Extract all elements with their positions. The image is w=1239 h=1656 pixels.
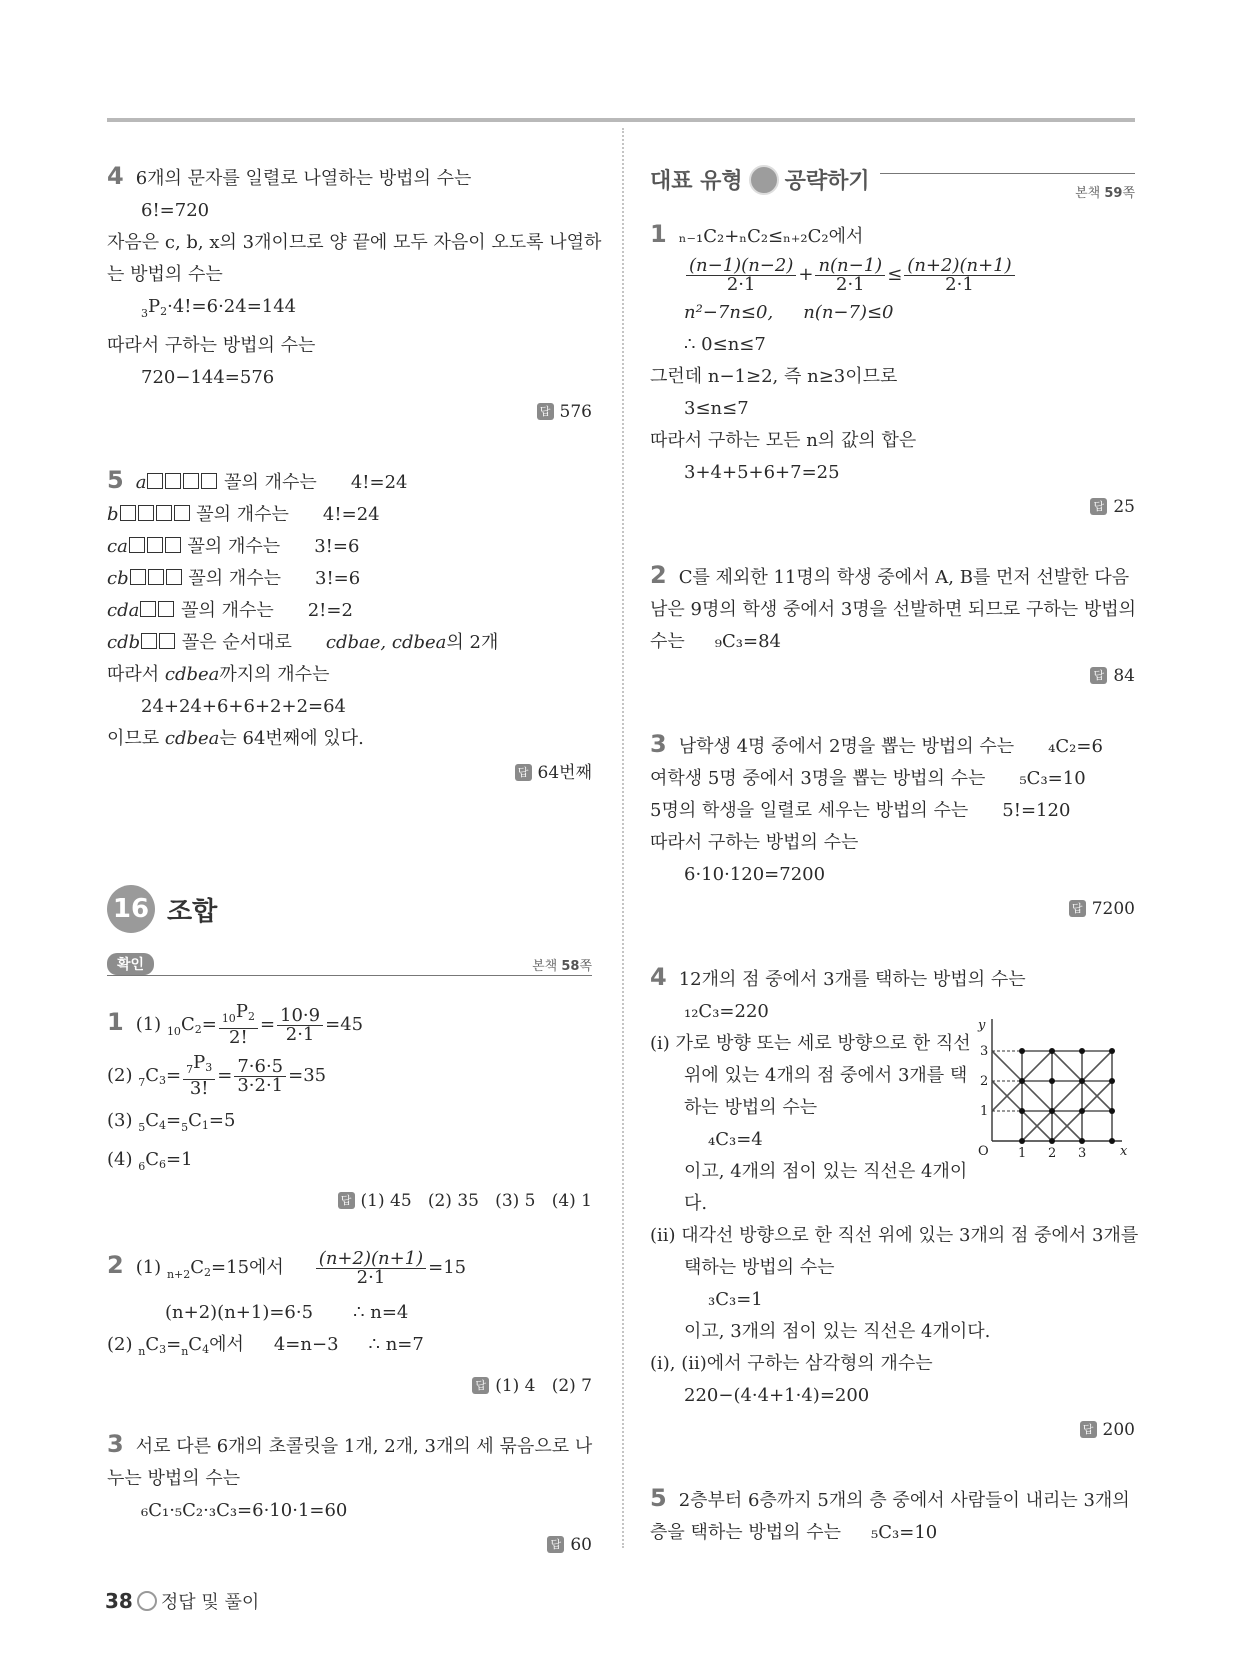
- subsection-bar: [107, 953, 592, 976]
- text-line: 자음은 c, b, x의 3개이므로 양 끝에 모두 자음이 오도록 나열하: [107, 232, 602, 253]
- section-number: 16: [107, 885, 155, 933]
- subsection-pill: 확인: [107, 953, 154, 975]
- answer-badge: 답: [1090, 498, 1107, 515]
- answer-badge: 답: [472, 1377, 489, 1394]
- answer: 답 7200: [650, 895, 1135, 923]
- page-number: 38: [105, 1589, 133, 1613]
- logo-icon: [137, 1591, 157, 1611]
- problem-4: 4 12개의 점 중에서 3개를 택하는 방법의 수는 ₁₂C₃=220 (ⅰ) 가로 방향 또는 세로 방향으로 한 직선 위에 있는 4개의 점 중에서 3개를 택 하는 방법의 수는 ₄C₃=4 이고, 4개의 점이 있는 직선은 4개이 다. (ⅱ) 대각선 방향으로 한 직선 위에 있는 3개의 점 중에서 3개를 택하는 방법의 수는 ₃C₃=1 이고, 3개의 점이 있는 직선은 4개이다. (ⅰ), (ⅱ)에서 구하는 삼각형의 개수는 220−(4·4+1·4)=200 답 200 y x O 1 2 3 1 2 3: [650, 961, 1135, 1444]
- problem-4: [107, 160, 602, 426]
- problem-number: 4: [650, 963, 667, 991]
- problem-2: 2 C를 제외한 11명의 학생 중에서 A, B를 먼저 선발한 다음 남은 9명의 학생 중에서 3명을 선발하면 되므로 구하는 방법의 수는 ₉C₃=84 답 84: [650, 559, 1135, 690]
- x-tick: 1: [1018, 1146, 1027, 1161]
- answer-badge: 답: [1090, 667, 1107, 684]
- answer: 답 (1) 45 (2) 35 (3) 5 (4) 1: [107, 1187, 592, 1215]
- answer: 답 25: [650, 493, 1135, 521]
- equation: $\frac{(n-1)(n-2)}{2\cdot 1}$ + $\frac{n(n-1)}{2\cdot 1}$ ≤ $\frac{(n+2)(n+1)}{2\cdot 1}$: [650, 253, 1135, 297]
- equation: 720−144=576: [141, 367, 275, 388]
- page-reference: 본책 58쪽: [532, 959, 592, 974]
- y-tick: 1: [980, 1104, 989, 1119]
- problem-number: 5: [650, 1484, 667, 1512]
- answer-badge: 답: [338, 1192, 355, 1209]
- problem-3: 3 남학생 4명 중에서 2명을 뽑는 방법의 수는 ₄C₂=6 여학생 5명 중에서 3명을 뽑는 방법의 수는 ₅C₃=10 5명의 학생을 일렬로 세우는 방법의 수는 5!=120 따라서 구하는 방법의 수는 6·10·120=7200 답 7200: [650, 728, 1135, 923]
- problem-number: 2: [107, 1251, 124, 1279]
- answer-badge: 답: [515, 764, 532, 781]
- page-footer: [105, 1588, 259, 1614]
- answer-badge: 답: [1069, 900, 1086, 917]
- left-column: [107, 160, 602, 1559]
- problem-number: 4: [107, 162, 124, 190]
- problem-number: 1: [107, 1008, 124, 1036]
- y-axis-label: y: [978, 1018, 986, 1033]
- page-reference: 본책 59쪽: [1075, 186, 1135, 201]
- right-column: [650, 160, 1139, 1549]
- question-3: 3 서로 다른 6개의 초콜릿을 1개, 2개, 3개의 세 묶음으로 나 누는 방법의 수는 ₆C₁·₅C₂·₃C₃=6·10·1=60 답 60: [107, 1428, 592, 1559]
- y-tick: 3: [980, 1044, 989, 1059]
- question-1: 1 (1) $_{10}C_2=$ $\frac{_{10}P_2}{2!}$ = $\frac{10\cdot 9}{2\cdot 1}$ =45 (2) $_7C_3=$ $\frac{_7P_3}{3!}$ = $\frac{7\cdot 6\cdot 5}{3\cdot 2\cdot 1}$ =35 (3) $_5C_4=_5C_1=5$ (4) $_6C_6=1$ 답 (1) 45 (2) 35 (3) 5 (4) 1: [107, 1000, 592, 1215]
- answer: 답 200: [650, 1416, 1135, 1444]
- answer: 답 84: [650, 662, 1135, 690]
- answer-badge: 답: [1080, 1421, 1097, 1438]
- x-tick: 3: [1078, 1146, 1087, 1161]
- problem-number: 3: [650, 730, 667, 758]
- equation: 6!=720: [141, 200, 210, 221]
- answer: 답 64번째: [107, 759, 592, 787]
- section-title: 조합: [167, 896, 218, 927]
- column-divider: [622, 128, 624, 1548]
- lightbulb-icon: [749, 165, 779, 195]
- y-tick: 2: [980, 1074, 989, 1089]
- problem-5: 5 2층부터 6층까지 5개의 층 중에서 사람들이 내리는 3개의 층을 택하는 방법의 수는 ₅C₃=10: [650, 1484, 1130, 1543]
- header-title: 대표 유형: [650, 169, 743, 194]
- equation: $_3P_2\cdot 4!=6\cdot 24=144$: [141, 296, 297, 320]
- question-2: 2 (1) $_{n+2}C_2=15$에서 $\frac{(n+2)(n+1)}{2\cdot 1}$ =15 (n+2)(n+1)=6·5 ∴ n=4 (2) $_nC_3=_nC_4$에서 4=n−3 ∴ n=7 답 (1) 4 (2) 7: [107, 1243, 592, 1400]
- text-line: 6개의 문자를 일렬로 나열하는 방법의 수는: [135, 168, 472, 189]
- section-header: 대표 유형 공략하기 본책 59쪽: [650, 160, 1135, 200]
- answer: 답 576: [107, 398, 592, 426]
- problem-5: 5 a 꼴의 개수는 4!=24 b 꼴의 개수는 4!=24 ca 꼴의 개수는 3!=6 cb 꼴의 개수는 3!=6 cda 꼴의 개수는 2!=2 cdb 꼴은 순서대로 cdbae, cdbea의 2개 따라서 cdbea까지의 개수는 24+24+6+6+2+2=64 이므로 cdbea는 64번째에 있다. 답 64번째: [107, 464, 592, 787]
- origin-label: O: [978, 1144, 989, 1159]
- answer: 답 (1) 4 (2) 7: [107, 1372, 592, 1400]
- x-tick: 2: [1048, 1146, 1057, 1161]
- lattice-graph: [972, 1011, 1132, 1161]
- problem-number: 3: [107, 1430, 124, 1458]
- footer-text: 정답 및 풀이: [160, 1592, 260, 1613]
- x-axis-label: x: [1120, 1144, 1128, 1159]
- equation: ₆C₁·₅C₂·₃C₃=6·10·1=60: [141, 1500, 348, 1521]
- problem-number: 2: [650, 561, 667, 589]
- problem-number: 5: [107, 466, 124, 494]
- top-rule: [107, 118, 1135, 122]
- problem-1: 1 ₙ₋₁C₂+ₙC₂≤ₙ₊₂C₂에서 $\frac{(n-1)(n-2)}{2\cdot 1}$ + $\frac{n(n-1)}{2\cdot 1}$ ≤ $\frac{(n+2)(n+1)}{2\cdot 1}$ n²−7n≤0, n(n−7)≤0 ∴ 0≤n≤7 그런데 n−1≥2, 즉 n≥3이므로 3≤n≤7 따라서 구하는 모든 n의 값의 합은 3+4+5+6+7=25 답 25: [650, 218, 1135, 521]
- section-header: [107, 885, 592, 933]
- text-line: 는 방법의 수는: [107, 264, 223, 285]
- equation: 24+24+6+6+2+2=64: [141, 696, 347, 717]
- answer-badge: 답: [547, 1536, 564, 1553]
- problem-number: 1: [650, 220, 667, 248]
- text-line: 따라서 구하는 방법의 수는: [107, 335, 316, 356]
- answer: 답 60: [107, 1531, 592, 1559]
- answer-badge: 답: [537, 403, 554, 420]
